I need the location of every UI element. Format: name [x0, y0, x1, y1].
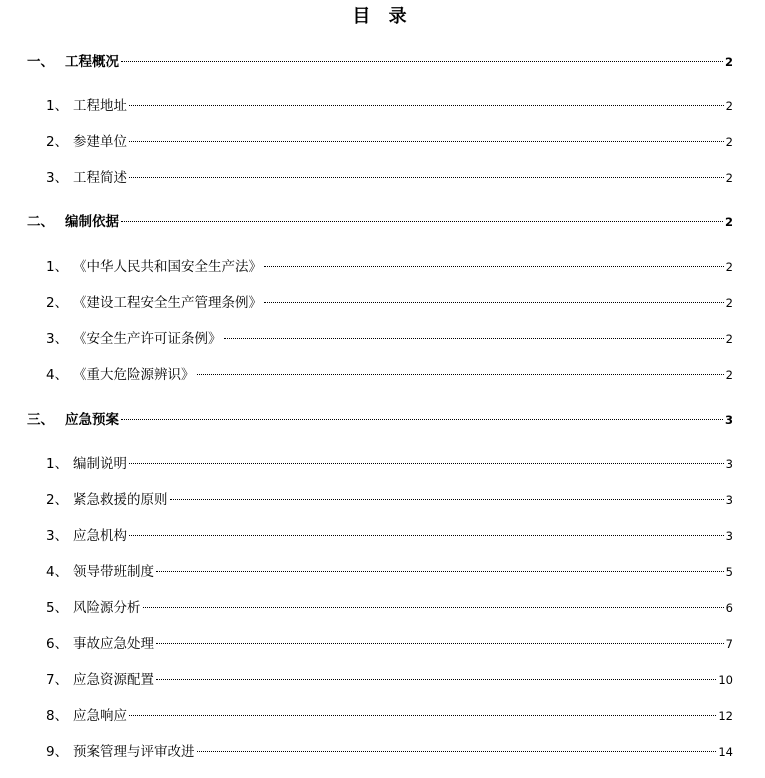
toc-number: 8、 [46, 708, 69, 724]
toc-page-number: 2 [724, 55, 733, 69]
toc-item[interactable] [46, 293, 733, 313]
toc-text: 编制依据 [65, 214, 119, 230]
toc-page-number: 2 [725, 135, 733, 149]
toc-leader-dots [129, 715, 716, 716]
toc-number: 1、 [46, 98, 69, 114]
toc-leader-dots [143, 607, 724, 608]
toc-page-number: 2 [725, 368, 733, 382]
toc-text: 参建单位 [73, 134, 127, 150]
toc-item[interactable] [46, 132, 733, 152]
toc-item[interactable] [46, 742, 733, 762]
toc-page-number: 3 [724, 413, 733, 427]
toc-leader-dots [156, 643, 724, 644]
toc-page-number: 2 [725, 296, 733, 310]
toc-item[interactable] [46, 365, 733, 385]
toc-number: 7、 [46, 672, 69, 688]
toc-page-number: 2 [724, 215, 733, 229]
toc-text: 应急预案 [65, 412, 119, 428]
toc-page-number: 6 [725, 601, 733, 615]
toc-leader-dots [170, 499, 724, 500]
toc-text: 《中华人民共和国安全生产法》 [73, 259, 262, 275]
toc-text: 应急响应 [73, 708, 127, 724]
toc-item[interactable] [46, 598, 733, 618]
toc-number: 2、 [46, 134, 69, 150]
toc-item[interactable] [46, 670, 733, 690]
toc-page-number: 2 [725, 99, 733, 113]
toc-leader-dots [129, 141, 724, 142]
toc-item[interactable] [46, 562, 733, 582]
toc-text: 工程概况 [65, 54, 119, 70]
toc-leader-dots [264, 266, 724, 267]
toc-leader-dots [129, 535, 724, 536]
toc-text: 编制说明 [73, 456, 127, 472]
toc-item[interactable] [46, 490, 733, 510]
toc-leader-dots [121, 221, 723, 222]
toc-number: 6、 [46, 636, 69, 652]
toc-page-number: 5 [725, 565, 733, 579]
toc-page-number: 7 [725, 637, 733, 651]
toc-page-number: 2 [725, 332, 733, 346]
toc-page-number: 3 [725, 493, 733, 507]
toc-text: 事故应急处理 [73, 636, 154, 652]
toc-number: 4、 [46, 367, 69, 383]
toc-text: 工程简述 [73, 170, 127, 186]
toc-leader-dots [129, 105, 724, 106]
toc-leader-dots [156, 679, 716, 680]
toc-number: 2、 [46, 492, 69, 508]
toc-text: 应急机构 [73, 528, 127, 544]
toc-number: 3、 [46, 170, 69, 186]
toc-number: 二、 [27, 214, 54, 230]
toc-text: 《建设工程安全生产管理条例》 [73, 295, 262, 311]
toc-item[interactable] [46, 257, 733, 277]
toc-text: 《重大危险源辨识》 [73, 367, 195, 383]
toc-number: 5、 [46, 600, 69, 616]
toc-number: 一、 [27, 54, 54, 70]
toc-leader-dots [121, 419, 723, 420]
toc-section-2[interactable] [27, 212, 733, 232]
toc-number: 4、 [46, 564, 69, 580]
toc-text: 紧急救援的原则 [73, 492, 168, 508]
toc-page-number: 3 [725, 457, 733, 471]
toc-number: 1、 [46, 456, 69, 472]
toc-text: 应急资源配置 [73, 672, 154, 688]
toc-page-number: 12 [718, 709, 733, 723]
toc-number: 3、 [46, 331, 69, 347]
toc-page-number: 2 [725, 260, 733, 274]
toc-leader-dots [197, 751, 717, 752]
toc-leader-dots [156, 571, 724, 572]
toc-number: 9、 [46, 744, 69, 760]
toc-text: 《安全生产许可证条例》 [73, 331, 222, 347]
toc-item[interactable] [46, 454, 733, 474]
toc-page-number: 10 [718, 673, 733, 687]
toc-leader-dots [121, 61, 723, 62]
toc-item[interactable] [46, 706, 733, 726]
toc-leader-dots [224, 338, 724, 339]
toc-number: 3、 [46, 528, 69, 544]
toc-page-number: 2 [725, 171, 733, 185]
toc-page-number: 3 [725, 529, 733, 543]
toc-leader-dots [264, 302, 724, 303]
toc-section-1[interactable] [27, 52, 733, 72]
toc-title: 目 录 [352, 6, 413, 27]
toc-section-3[interactable] [27, 410, 733, 430]
toc-page-number: 14 [718, 745, 733, 759]
toc-item[interactable] [46, 96, 733, 116]
toc-number: 1、 [46, 259, 69, 275]
toc-text: 预案管理与评审改进 [73, 744, 195, 760]
toc-text: 风险源分析 [73, 600, 141, 616]
toc-number: 2、 [46, 295, 69, 311]
toc-item[interactable] [46, 634, 733, 654]
toc-item[interactable] [46, 168, 733, 188]
toc-text: 领导带班制度 [73, 564, 154, 580]
toc-leader-dots [129, 177, 724, 178]
toc-item[interactable] [46, 526, 733, 546]
toc-item[interactable] [46, 329, 733, 349]
toc-text: 工程地址 [73, 98, 127, 114]
toc-number: 三、 [27, 412, 54, 428]
toc-leader-dots [197, 374, 724, 375]
toc-leader-dots [129, 463, 724, 464]
